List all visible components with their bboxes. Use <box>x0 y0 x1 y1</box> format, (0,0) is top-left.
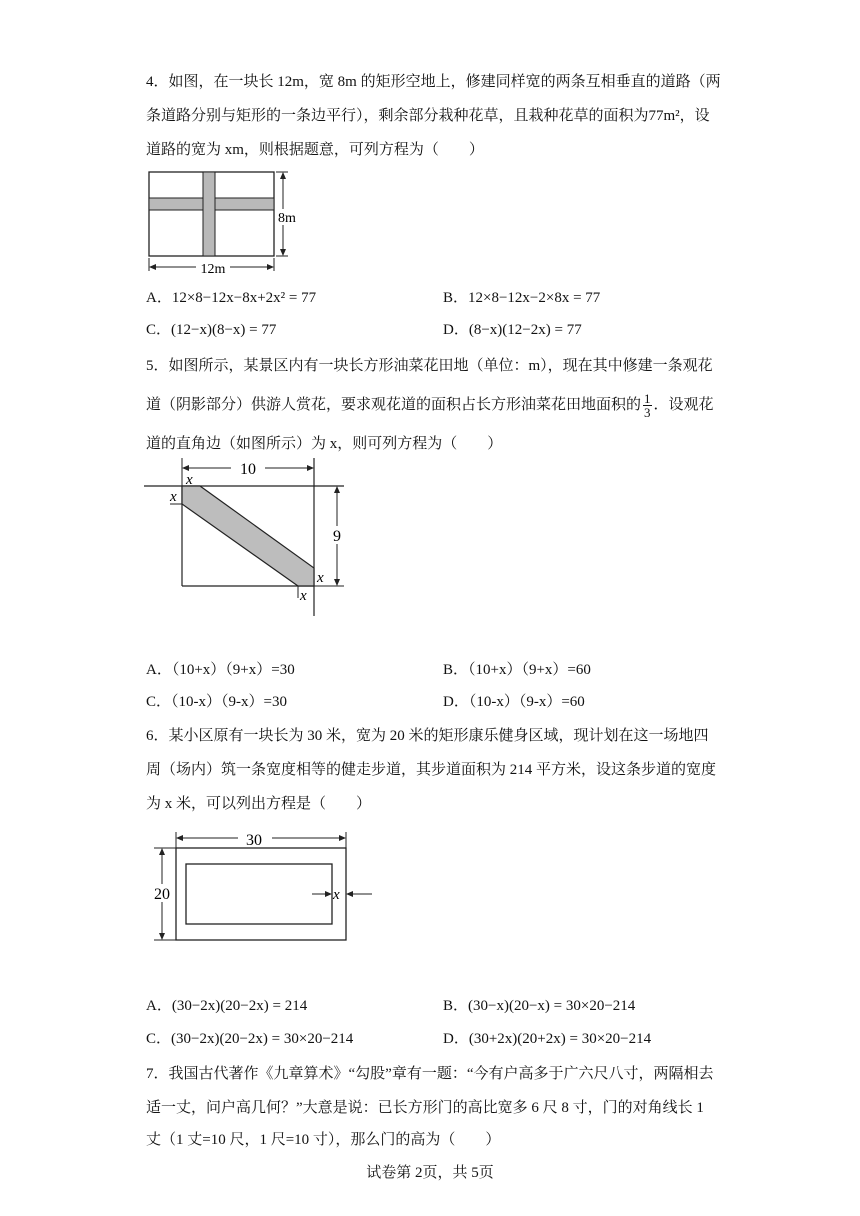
q5-x-label-bottom: x <box>300 588 307 604</box>
q4-option-d[interactable]: D．(8−x)(12−2x) = 77 <box>443 322 582 338</box>
q4-option-a[interactable]: A．12×8−12x−8x+2x² = 77 <box>146 290 317 306</box>
q6-figure <box>146 828 386 946</box>
q5-flower-path <box>182 486 314 586</box>
q5-x-label-right: x <box>317 570 324 586</box>
q4-height-label: 8m <box>278 211 296 226</box>
q4-option-c[interactable]: C．(12−x)(8−x) = 77 <box>146 322 277 338</box>
q6-height-label: 20 <box>154 886 170 903</box>
fraction-numerator: 1 <box>644 391 651 406</box>
q5-text-line-1: 5．如图所示，某景区内有一块长方形油菜花田地（单位：m），现在其中修建一条观花 <box>146 358 713 374</box>
q5-option-b[interactable]: B．（10+x）（9+x）=60 <box>443 662 591 678</box>
q4-option-b[interactable]: B．12×8−12x−2×8x = 77 <box>443 290 601 306</box>
q5-height-label: 9 <box>333 528 341 545</box>
q4-width-label: 12m <box>200 262 226 277</box>
q6-option-d[interactable]: D．(30+2x)(20+2x) = 30×20−214 <box>443 1031 652 1047</box>
q6-x-label: x <box>333 887 340 903</box>
q6-inner-rect <box>186 864 332 924</box>
q5-x-label-top: x <box>186 472 193 488</box>
one-third-fraction <box>643 392 652 419</box>
q7-text-line-2: 适一丈，问户高几何？”大意是说：已长方形门的高比宽多 6 尺 8 寸，门的对角线长 1 <box>146 1100 704 1116</box>
q5-x-label-left: x <box>170 489 177 505</box>
q5-text-line-2 <box>146 392 714 419</box>
q6-option-c[interactable]: C．(30−2x)(20−2x) = 30×20−214 <box>146 1031 354 1047</box>
q5-text-line-2-start: 道（阴影部分）供游人赏花，要求观花道的面积占长方形油菜花田地面积的 <box>146 396 642 413</box>
q6-text-line-1: 6．某小区原有一块长为 30 米，宽为 20 米的矩形康乐健身区域，现计划在这一场地四 <box>146 728 709 744</box>
q6-text-line-3: 为 x 米，可以列出方程是（ ） <box>146 796 372 812</box>
page-footer: 试卷第 2页，共 5页 <box>366 1165 494 1181</box>
fraction-denominator: 3 <box>644 405 651 420</box>
q5-figure <box>140 458 360 618</box>
q4-text-line-2: 条道路分别与矩形的一条边平行），剩余部分栽种花草，且栽种花草的面积为77m²，设 <box>146 108 710 124</box>
q7-text-line-3: 丈（1 丈=10 尺，1 尺=10 寸），那么门的高为（ ） <box>146 1132 501 1148</box>
q5-width-label: 10 <box>240 461 256 478</box>
q7-text-line-1: 7．我国古代著作《九章算术》“勾股”章有一题：“今有户高多于广六尺八寸，两隔相去 <box>146 1066 714 1082</box>
q4-text-line-1: 4．如图，在一块长 12m，宽 8m 的矩形空地上，修建同样宽的两条互相垂直的道路（两 <box>146 74 721 90</box>
q5-text-line-3: 道的直角边（如图所示）为 x，则可列方程为（ ） <box>146 436 503 452</box>
q4-figure <box>140 166 310 280</box>
q6-width-label: 30 <box>246 832 262 849</box>
q4-text-line-3: 道路的宽为 xm，则根据题意，可列方程为（ ） <box>146 142 484 158</box>
q5-option-d[interactable]: D．（10-x）（9-x）=60 <box>443 694 585 710</box>
q6-option-a[interactable]: A．(30−2x)(20−2x) = 214 <box>146 998 308 1014</box>
q5-option-c[interactable]: C．（10-x）（9-x）=30 <box>146 694 287 710</box>
q5-option-a[interactable]: A．（10+x）（9+x）=30 <box>146 662 295 678</box>
q6-text-line-2: 周（场内）筑一条宽度相等的健走步道，其步道面积为 214 平方米，设这条步道的宽度 <box>146 762 717 778</box>
q4-vertical-road <box>203 172 215 256</box>
q6-option-b[interactable]: B．(30−x)(20−x) = 30×20−214 <box>443 998 636 1014</box>
q5-text-line-2-end: ．设观花 <box>653 396 714 413</box>
